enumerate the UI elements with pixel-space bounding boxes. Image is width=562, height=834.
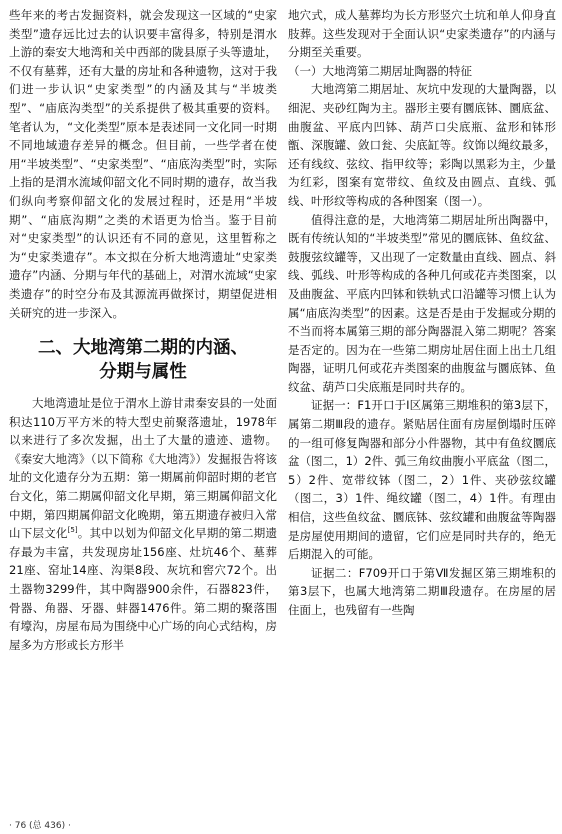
paragraph: 证据二：F709开口于第Ⅶ发掘区第三期堆积的第3层下，也属大地湾第二期Ⅲ段遗存。在房屋的居住面上，也残留有一些陶 [288, 565, 556, 617]
paragraph-text: 大地湾遗址是位于渭水上游甘肃秦安县的一处面积达110万平方米的特大型史前聚落遗址，1978年以来进行了多次发掘，出土了大量的遗迹、遗物。《秦安大地湾》（以下简称《大地湾》）发掘报告将该址的文化遗存分为五期：第一期属前仰韶时期的老官台文化，第二期属仰韶文化早期，第三期属仰韶文化中期，第四期属仰韶文化晚期，第五期遗存被归入常山下层文化 [9, 396, 277, 541]
paragraph: 地穴式，成人墓葬均为长方形竖穴土坑和单人仰身直肢葬。这些发现对于全面认识“史家类遗存”的内涵与分期至关重要。 [288, 8, 556, 60]
paragraph: 证据一：F1开口于Ⅰ区属第三期堆积的第3层下，属第二期Ⅲ段的遗存。紧贴居住面有房屋倒塌时压碎的一组可修复陶器和部分小件器物，其中有鱼纹圜底盆（图二，1）2件、弧三角纹曲腹小平底盆（图二，5）2件、宽带纹钵（图二，2）1件、夹砂弦纹罐（图二，3）1件、绳纹罐（图二，4）1件。有理由相信，这些鱼纹盆、圜底钵、弦纹罐和曲腹盆等陶器是房屋使用期间的遗留，它们应是同时共存的，绝无后期混入的可能。 [288, 398, 556, 562]
page-number: · 76 (总 436) · [9, 821, 71, 831]
paragraph: 大地湾第二期居址、灰坑中发现的大量陶器，以细泥、夹砂红陶为主。器形主要有圜底钵、圜底盆、曲腹盆、平底内凹钵、葫芦口尖底瓶、盆形和钵形甑、深腹罐、敛口瓮、尖底缸等。纹饰以绳纹最多，还有线纹、弦纹、指甲纹等；彩陶以黑彩为主，少量为红彩，图案有宽带纹、鱼纹及由圆点、直线、弧线、叶形纹等构成的各种图案（图一）。 [288, 82, 556, 208]
section-title [9, 336, 277, 384]
right-column [288, 6, 556, 620]
section-title-line: 二、大地湾第二期的内涵、 [38, 338, 248, 359]
left-column [9, 6, 277, 654]
paragraph: 些年来的考古发掘资料，就会发现这一区域的“史家类型”遗存远比过去的认识要丰富得多，特别是渭水上游的秦安大地湾和关中西部的陇县原子头等遗址，不仅有墓葬，还有大量的房址和各种遗物，这对于我们进一步认识“史家类型”的内涵及其与“半坡类型”、“庙底沟类型”的关系提供了极其重要的资料。笔者认为，“文化类型”原本是表述同一文化同一时期不同地域遗存差异的概念。但目前，一些学者在使用“半坡类型”、“史家类型”、“庙底沟类型”时，实际上指的是渭水流域仰韶文化不同时期的遗存，故当我们纵向考察仰韶文化的发展过程时，还是用“半坡期”、“庙底沟期”之类的术语更为恰当。鉴于目前对“史家类型”的认识还有不同的意见，这里暂称之为“史家类遗存”。本文拟在分析大地湾遗址“史家类遗存”内涵、分期与年代的基础上，对渭水流域“史家类遗存”的时空分布及其源流再做探讨，期望促进相关研究的进一步深入。 [9, 8, 277, 320]
subheading: （一）大地湾第二期居址陶器的特征 [288, 63, 472, 78]
paragraph: 值得注意的是，大地湾第二期居址所出陶器中，既有传统认知的“半坡类型”常见的圜底钵、鱼纹盆、鼓腹弦纹罐等，又出现了一定数量由直线、圆点、斜线、弧线、叶形等构成的各种几何或花卉类图案，以及曲腹盆、平底内凹钵和铁轨式口沿罐等习惯上认为属“庙底沟类型”的因素。这是否是由于发掘或分期的不当而将本属第三期的部分陶器混入第二期呢？答案是否定的。因为在一些第二期房址居住面上出土几组陶器，证明几何或花卉类图案的曲腹盆与圜底钵、鱼纹盆、葫芦口尖底瓶是同时共存的。 [288, 212, 556, 394]
section-title-line: 分期与属性 [99, 362, 187, 383]
footnote-ref: [5] [67, 526, 78, 535]
paragraph [9, 394, 277, 654]
paragraph-text: 。其中以划为仰韶文化早期的第二期遗存最为丰富，共发现房址156座、灶坑46个、墓葬21座、窑址14座、沟渠8段、灰坑和窖穴72个。出土器物3299件，其中陶器900余件，石器823件，骨器、角器、牙器、蚌器1476件。第二期的聚落围有壕沟，房屋布局为围绕中心广场的向心式结构，房屋多为方形或长方形半 [9, 526, 278, 652]
